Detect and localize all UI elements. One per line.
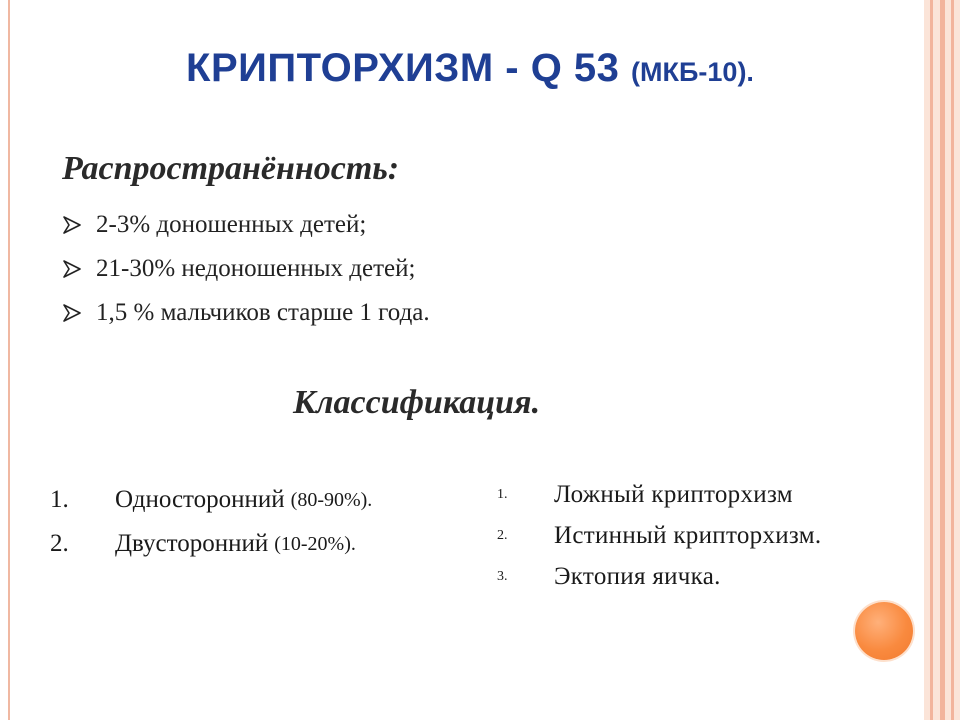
list-item [497,556,821,597]
list-number: 2. [50,530,69,557]
arrow-bullet-icon [62,304,96,322]
frame-right-stripe [951,0,954,720]
frame-right-stripe [940,0,945,720]
slide-title-suffix: (МКБ-10). [631,57,754,87]
prevalence-item-text: 21-30% недоношенных детей; [96,255,416,282]
list-item [62,203,430,247]
classification-item-percent: (80-90%). [290,488,373,511]
frame-left-line [8,0,10,720]
list-number: 3. [497,568,508,584]
slide-title [0,46,940,91]
classification-item-text: Односторонний [115,486,285,513]
arrow-bullet-icon [62,216,96,234]
list-number: 2. [497,527,508,543]
list-item [50,478,372,522]
list-number: 1. [50,486,69,513]
classification-list-left [50,478,372,566]
list-number: 1. [497,486,508,502]
list-item [497,474,821,515]
classification-item-text: Истинный крипторхизм. [554,521,822,549]
list-item [497,515,821,556]
classification-item-text: Ложный крипторхизм [554,480,793,508]
frame-right-stripe [930,0,933,720]
classification-list-right [497,474,821,597]
classification-item-percent: (10-20%). [274,532,356,555]
classification-heading: Классификация. [293,384,541,421]
list-item [62,247,430,291]
classification-item-text: Эктопия яичка. [554,562,721,590]
slide-title-main: КРИПТОРХИЗМ - Q 53 [186,46,620,90]
prevalence-item-text: 2-3% доношенных детей; [96,211,367,238]
prevalence-item-text: 1,5 % мальчиков старше 1 года. [96,299,430,326]
orange-circle-decoration [855,602,913,660]
list-item [50,522,372,566]
classification-item-text: Двусторонний [115,530,269,557]
arrow-bullet-icon [62,260,96,278]
prevalence-heading: Распространённость: [62,150,400,187]
prevalence-list [62,203,430,335]
list-item [62,291,430,335]
